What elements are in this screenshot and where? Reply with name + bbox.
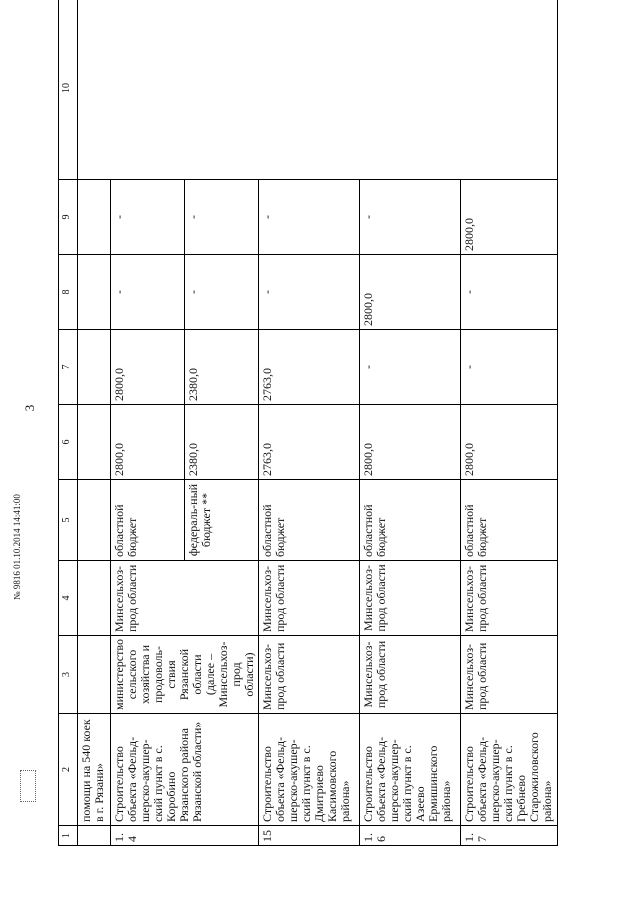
year-value: 2380,0: [185, 330, 259, 405]
year-value: 2763,0: [259, 330, 360, 405]
rotated-table-area: [58, 17, 608, 846]
header-cell: 5: [59, 480, 78, 561]
executor: Минсельхоз-прод области: [461, 561, 558, 636]
continuation-text: помощи на 540 коек в г. Рязани»: [78, 714, 111, 826]
executor: Минсельхоз-прод области: [111, 561, 259, 636]
year-value: -: [111, 255, 185, 330]
header-cell: 9: [59, 180, 78, 255]
year-value: -: [461, 255, 558, 330]
object-name: Строительство объекта «Фельд-шерско-акушер-ский пункт в с. Азеево Ермишинского района»: [360, 714, 461, 826]
year-value: -: [111, 180, 185, 255]
object-name: Строительство объекта «Фельд-шерско-акушер-ский пункт в с. Дмитриево Касимовского района»: [259, 714, 360, 826]
total-value: 2763,0: [259, 405, 360, 480]
object-name: Строительство объекта «Фельд-шерско-акушер-ский пункт в с. Коробино Рязанского района Рязанской области»: [111, 714, 259, 826]
year-value: 2800,0: [111, 330, 185, 405]
year-value: -: [259, 180, 360, 255]
year-value: -: [259, 255, 360, 330]
total-value: 2800,0: [360, 405, 461, 480]
customer: министерство сельского хозяйства и продоволь-ствия Рязанской области (далее – Минсельхоз-прод области): [111, 636, 259, 714]
year-value: 2800,0: [461, 180, 558, 255]
customer: Минсельхоз-прод области: [259, 636, 360, 714]
customer: Минсельхоз-прод области: [461, 636, 558, 714]
row-number: 1.7: [461, 826, 558, 846]
header-cell: 8: [59, 255, 78, 330]
year-value: -: [360, 330, 461, 405]
header-cell: 7: [59, 330, 78, 405]
row-number: 1.6: [360, 826, 461, 846]
continuation-row: [78, 0, 111, 846]
header-row: [59, 0, 78, 846]
total-value: 2800,0: [111, 405, 185, 480]
customer: Минсельхоз-прод области: [360, 636, 461, 714]
funding-source: федераль-ный бюджет **: [185, 480, 259, 561]
page-number: 3: [22, 404, 37, 412]
row-number: 1.4: [111, 826, 259, 846]
header-cell: 3: [59, 636, 78, 714]
header-cell: 6: [59, 405, 78, 480]
total-value: 2800,0: [461, 405, 558, 480]
total-value: 2380,0: [185, 405, 259, 480]
executor: Минсельхоз-прод области: [259, 561, 360, 636]
header-cell: 4: [59, 561, 78, 636]
year-value: 2800,0: [360, 255, 461, 330]
row-number: 15: [259, 826, 360, 846]
program-table: [58, 0, 558, 846]
funding-source: областной бюджет: [259, 480, 360, 561]
funding-source: областной бюджет: [360, 480, 461, 561]
year-value: -: [185, 180, 259, 255]
footer-registration: № 9816 01.10.2014 14:41:00: [12, 494, 22, 600]
registration-stamp: [20, 770, 36, 802]
funding-source: областной бюджет: [111, 480, 185, 561]
year-value: -: [461, 330, 558, 405]
object-name: Строительство объекта «Фельд-шерско-акушер-ский пункт в с. Гребнево Старожиловского района»: [461, 714, 558, 826]
header-cell: 10: [59, 0, 78, 180]
executor: Минсельхоз-прод области: [360, 561, 461, 636]
header-cell: 2: [59, 714, 78, 826]
funding-source: областной бюджет: [461, 480, 558, 561]
year-value: -: [360, 180, 461, 255]
year-value: -: [185, 255, 259, 330]
header-cell: 1: [59, 826, 78, 846]
